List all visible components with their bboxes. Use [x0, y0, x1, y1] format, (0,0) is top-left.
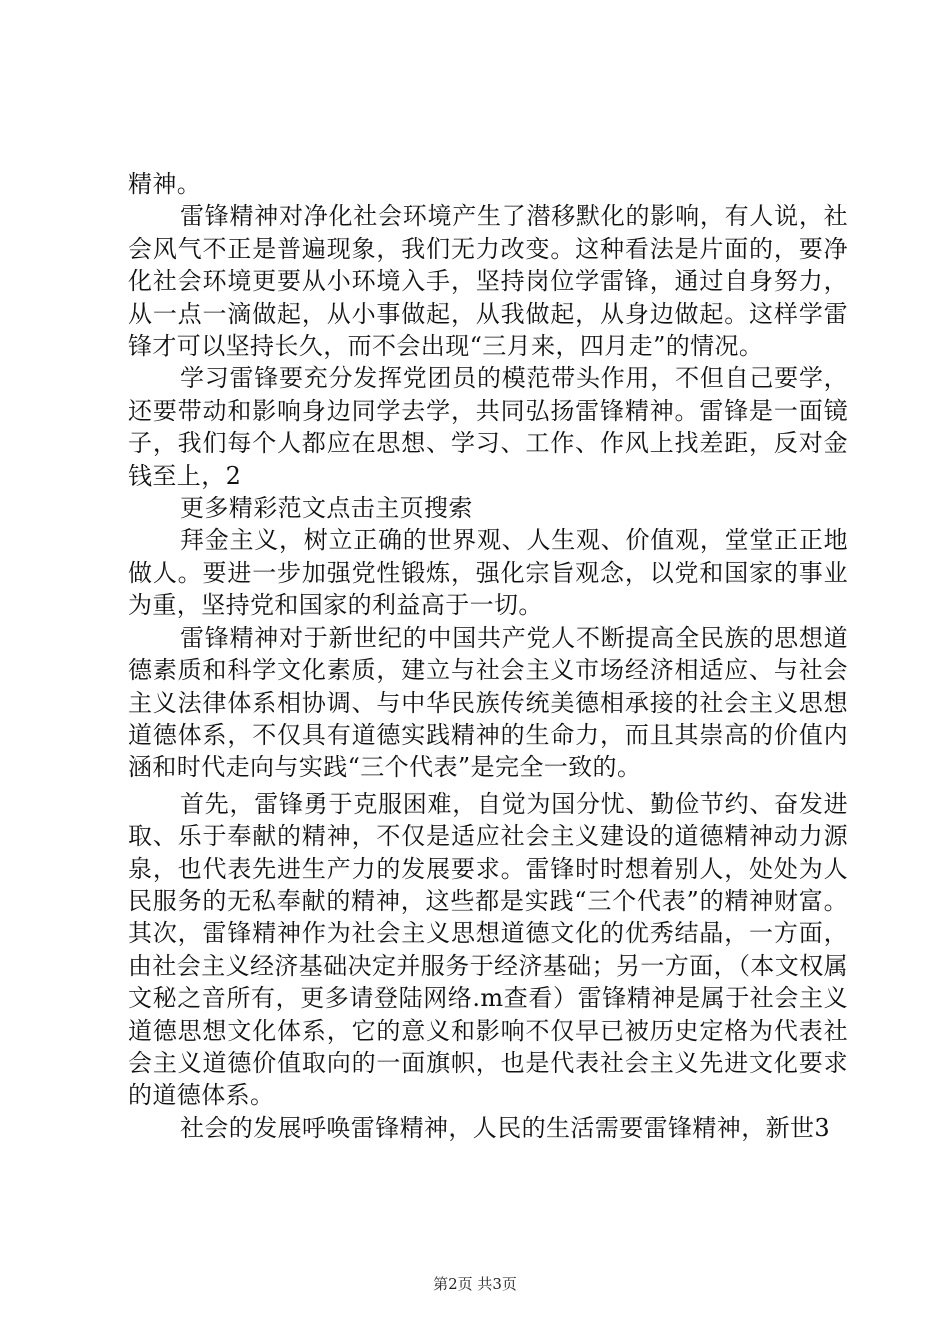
page-number-footer: 第2页 共3页 — [433, 1275, 517, 1293]
paragraph-4: 拜金主义，树立正确的世界观、人生观、价值观，堂堂正正地做人。要进一步加强党性锻炼，强化宗旨观念，以党和国家的事业为重，坚持党和国家的利益高于一切。 — [128, 526, 848, 620]
paragraph-2: 雷锋精神对净化社会环境产生了潜移默化的影响，有人说，社会风气不正是普遍现象，我们无力改变。这种看法是片面的，要净化社会环境更要从小环境入手，坚持岗位学雷锋，通过自身努力，从一点一滴做起，从小事做起，从我做起，从身边做起。这样学雷锋才可以坚持长久，而不会出现“三月来，四月走”的情况。 — [128, 202, 848, 361]
paragraph-6: 首先，雷锋勇于克服困难，自觉为国分忧、勤俭节约、奋发进取、乐于奉献的精神，不仅是适应社会主义建设的道德精神动力源泉，也代表先进生产力的发展要求。雷锋时时想着别人，处处为人民服务的无私奉献的精神，这些都是实践“三个代表”的精神财富。其次，雷锋精神作为社会主义思想道德文化的优秀结晶，一方面，由社会主义经济基础决定并服务于经济基础；另一方面，（本文权属文秘之音所有，更多请登陆网络.m查看）雷锋精神是属于社会主义道德思想文化体系，它的意义和影响不仅早已被历史定格为代表社会主义道德价值取向的一面旗帜，也是代表社会主义先进文化要求的道德体系。 — [128, 789, 848, 1110]
homepage-search-note: 更多精彩范文点击主页搜索 — [180, 494, 473, 523]
paragraph-1: 精神。 — [128, 170, 202, 198]
paragraph-3: 学习雷锋要充分发挥党团员的模范带头作用，不但自己要学，还要带动和影响身边同学去学，共同弘扬雷锋精神。雷锋是一面镜子，我们每个人都应在思想、学习、工作、作风上找差距，反对金钱至上，2 — [128, 364, 848, 490]
paragraph-7: 社会的发展呼唤雷锋精神，人民的生活需要雷锋精神，新世3 — [180, 1113, 831, 1142]
document-body — [128, 168, 848, 1144]
paragraph-5: 雷锋精神对于新世纪的中国共产党人不断提高全民族的思想道德素质和科学文化素质，建立与社会主义市场经济相适应、与社会主义法律体系相协调、与中华民族传统美德相承接的社会主义思想道德体系，不仅具有道德实践精神的生命力，而且其崇高的价值内涵和时代走向与实践“三个代表”是完全一致的。 — [128, 623, 848, 782]
